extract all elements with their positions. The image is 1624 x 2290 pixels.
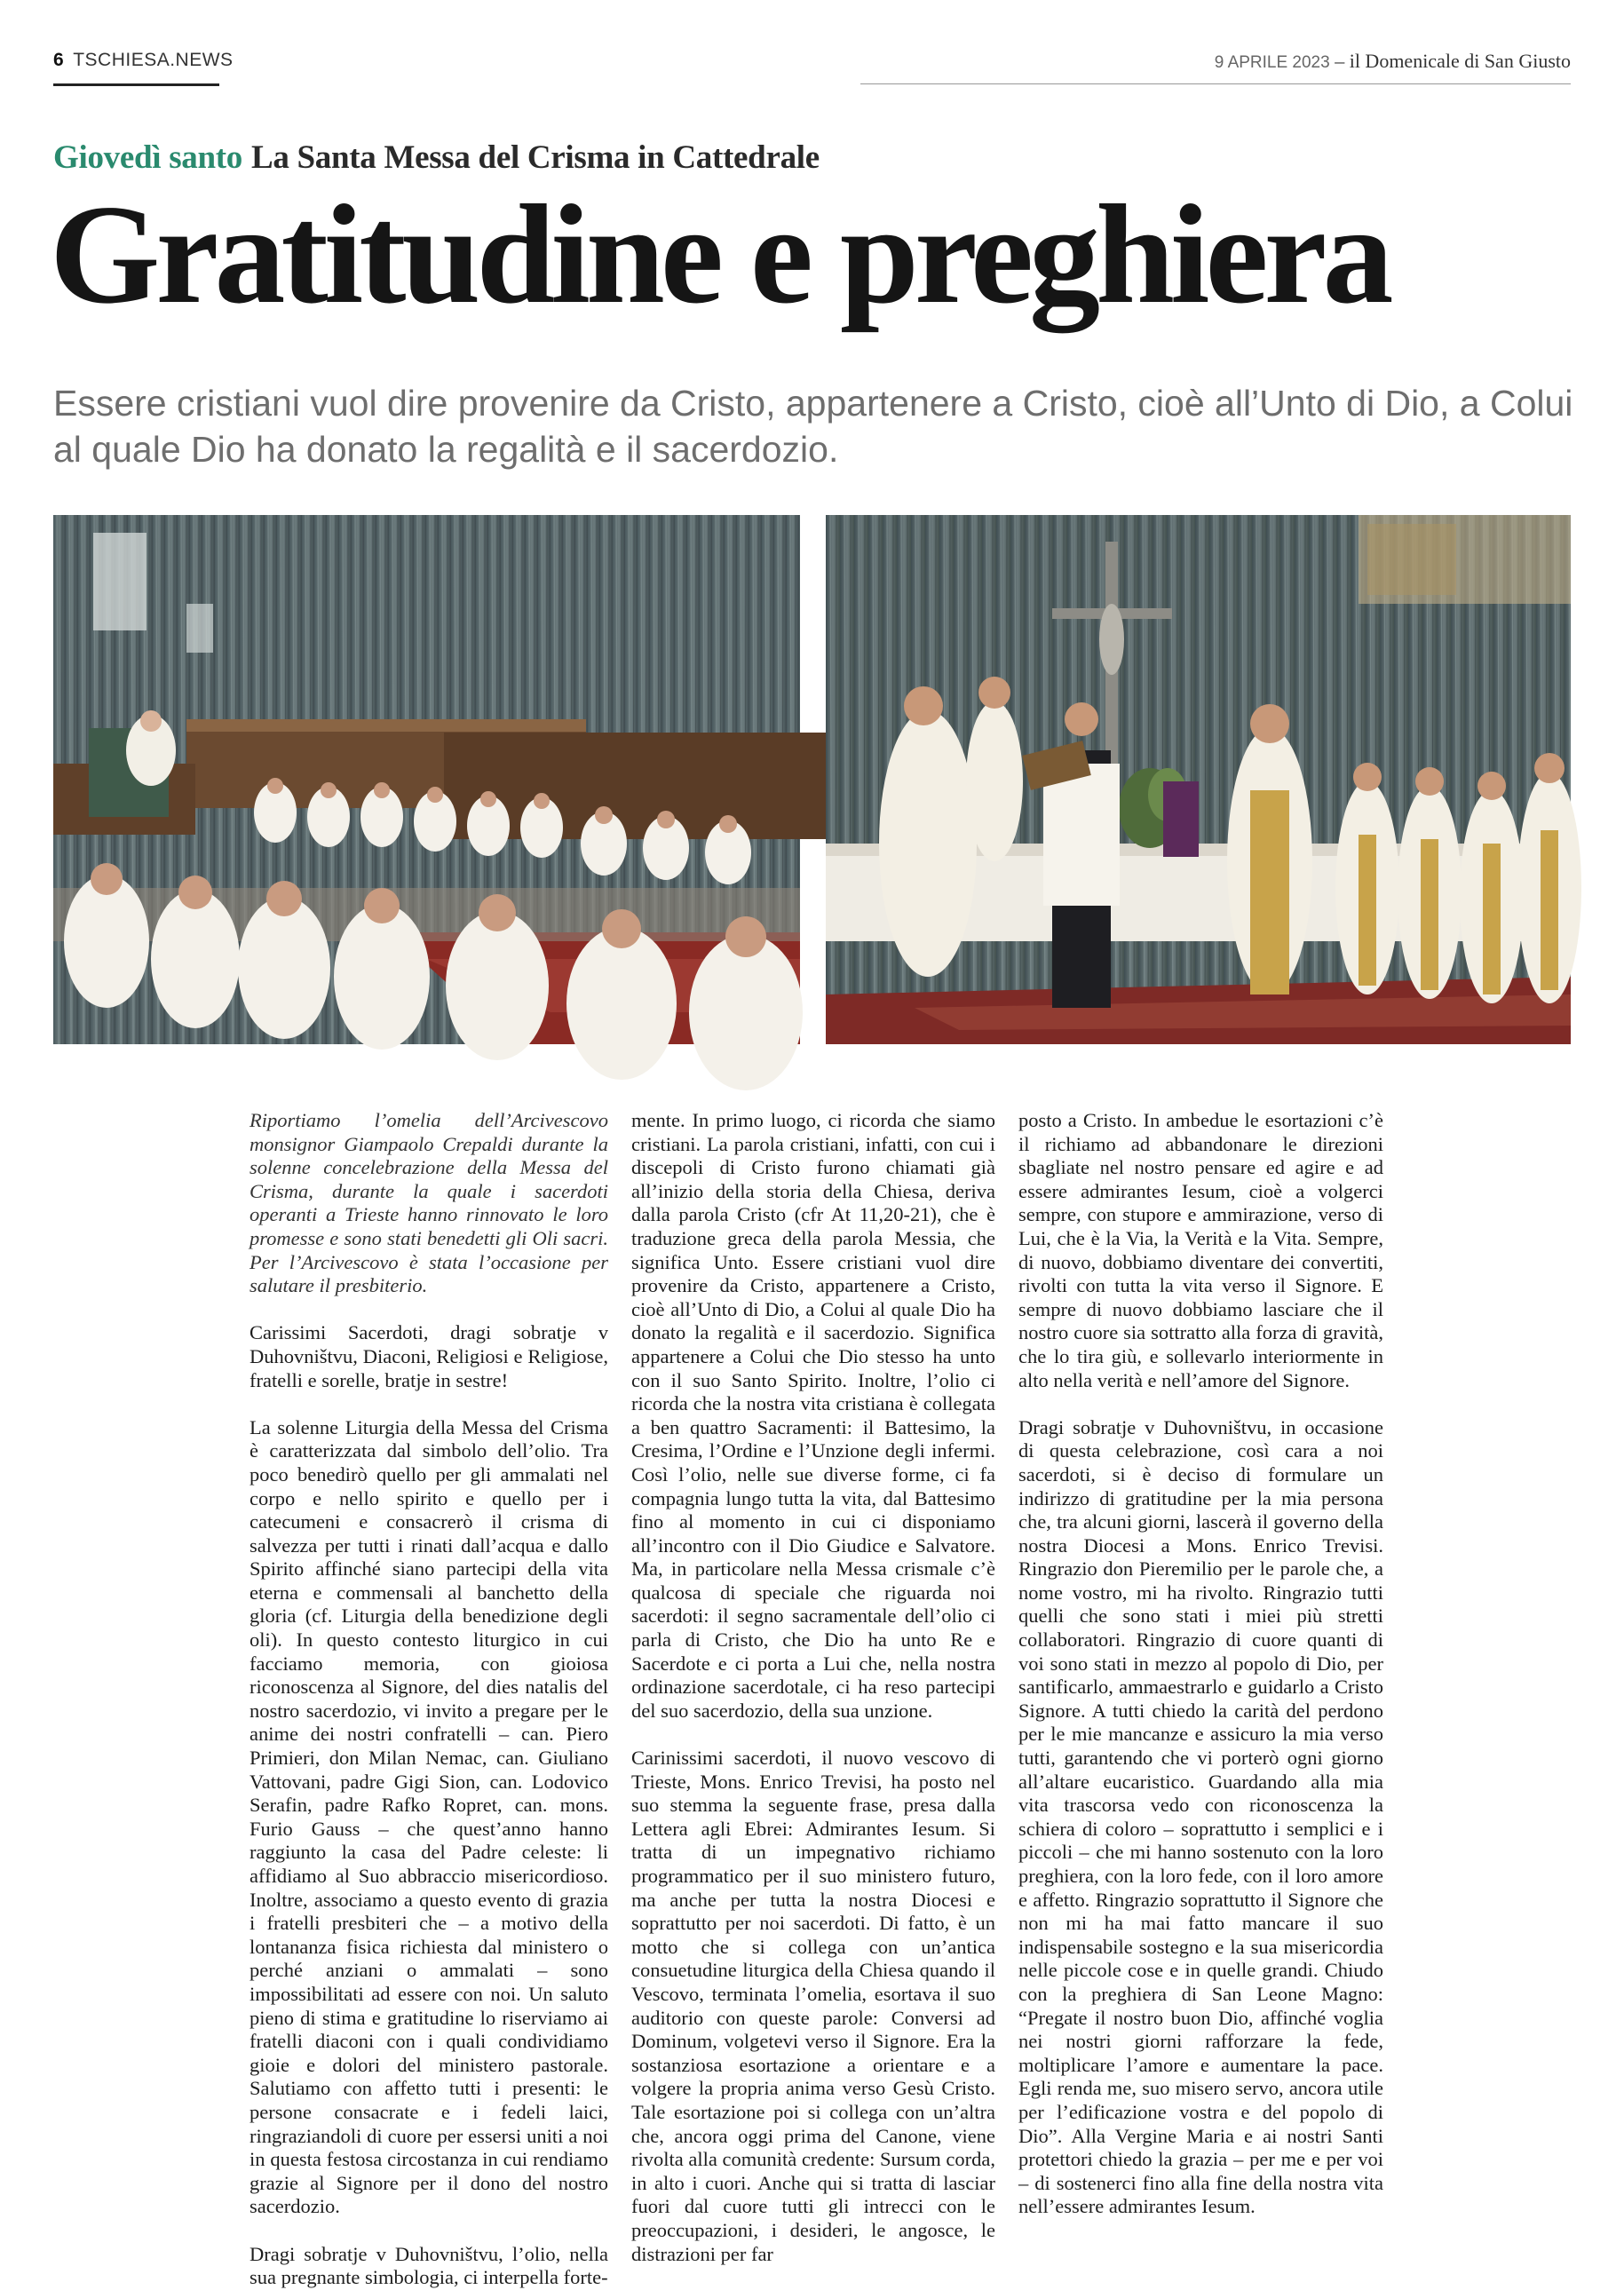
article-column-3 <box>1018 1109 1383 2219</box>
site-name: TSCHIESA.NEWS <box>73 50 234 70</box>
page-header-right <box>1215 50 1571 73</box>
header-separator: – <box>1329 50 1350 72</box>
page-number: 6 <box>53 50 65 70</box>
issue-date: 9 APRILE 2023 <box>1214 53 1330 72</box>
header-left-rule <box>53 83 219 86</box>
page-header-left <box>53 50 234 71</box>
article-intro: Riportiamo l’omelia dell’Arcivescovo monsignor Giampaolo Crepaldi durante la solenne concelebrazione della Messa del Crisma, durante la quale i sacerdoti operanti a Trieste hanno rinnovato le loro promesse e sono stati benedetti gli Oli sacri. Per l’Arcivescovo è stata l’occasione per salutare il presbiterio. <box>250 1109 608 1297</box>
header-right-rule <box>860 83 1571 84</box>
article-paragraph: posto a Cristo. In ambedue le esortazioni c’è il richiamo ad abbandonare le direzioni sbagliate nel nostro pensare ed agire e ad essere admirantes Iesum, cioè a volgerci sempre, con stupore e ammirazione, verso di Lui, che è la Via, la Verità e la Vita. Sempre, di nuovo, dobbiamo diventare dei convertiti, rivolti con tutta la vita verso il Signore. E sempre di nuovo dobbiamo lasciare che il nostro cuore sia sottratto alla forza di gravità, che lo tira giù, e sollevarlo interiormente in alto nella verità e nell’amore del Signore. <box>1018 1109 1383 1391</box>
article-paragraph: La solenne Liturgia della Messa del Crisma è caratterizzata dal simbolo dell’olio. Tra poco benedirò quello per gli ammalati nel corpo e nello spirito e quello per i catecumeni e consacrerò il crisma di salvezza per tutti i rinati dall’acqua e dallo Spirito affinché siano partecipi della vita eterna e commensali al banchetto della gloria (cf. Liturgia della benedizione degli oli). In questo contesto liturgico in cui facciamo memoria, con gioiosa riconoscenza al Signore, del dies natalis del nostro sacerdozio, vi invito a pregare per le anime dei nostri confratelli – can. Piero Primieri, don Milan Nemac, can. Giuliano Vattovani, padre Gigi Sion, can. Lodovico Serafin, padre Rafko Ropret, can. mons. Furio Gauss – che quest’anno hanno raggiunto la casa del Padre celeste: li affidiamo al Suo abbraccio misericordioso. Inoltre, associamo a questo evento di grazia i fratelli presbiteri che – a motivo della lontananza fisica richiesta dal ministero o perché anziani o ammalati – sono impossibilitati ad essere con noi. Un saluto pieno di stima e gratitudine lo riserviamo ai fratelli diaconi con i quali condividiamo gioie e dolori del ministero pastorale. Salutiamo con affetto tutti i presenti: le persone consacrate e i fedeli laici, ringraziandoli di cuore per essersi uniti a noi in questa festosa circostanza in cui rendiamo grazie al Signore per il dono del nostro sacerdozio. <box>250 1415 608 2218</box>
publication-name: il Domenicale di San Giusto <box>1349 50 1571 72</box>
kicker-section: Giovedì santo <box>53 139 242 176</box>
article-paragraph: mente. In primo luogo, ci ricorda che siamo cristiani. La parola cristiani, infatti, con cui i discepoli di Cristo furono chiamati già all’inizio della storia della Chiesa, deriva dalla parola Cristo (cfr At 11,20-21), che è traduzione greca della parola Messia, che significa Unto. Essere cristiani vuol dire provenire da Cristo, appartenere a Cristo, cioè all’Unto di Dio, a Colui al quale Dio ha donato la regalità e il sacerdozio. Significa appartenere a Colui che Dio stesso ha unto con il suo Santo Spirito. Inoltre, l’olio ci ricorda che la nostra vita cristiana è collegata a ben quattro Sacramenti: il Battesimo, la Cresima, l’Ordine e l’Unzione degli infermi. Così l’olio, nelle sue diverse forme, ci fa compagnia lungo tutta la vita, dal Battesimo fino al momento in cui ci disponiamo all’incontro con il Dio Giudice e Salvatore. Ma, in particolare nella Messa crismale c’è qualcosa di speciale che riguarda noi sacerdoti: il segno sacramentale dell’olio ci parla di Cristo, che Dio ha unto Re e Sacerdote e ci porta a Lui che, nella nostra ordinazione sacerdotale, ci ha reso partecipi del suo sacerdozio, della sua unzione. <box>631 1109 995 1722</box>
clergy-seated-in-cathedral-photo <box>53 515 800 1044</box>
article-paragraph: Carinissimi sacerdoti, il nuovo vescovo di Trieste, Mons. Enrico Trevisi, ha posto nel suo stemma la seguente frase, presa dalla Lettera agli Ebrei: Admirantes Iesum. Si tratta di un impegnativo richiamo programmatico per il suo ministero futuro, ma anche per tutta la nostra Diocesi e soprattutto per noi sacerdoti. Di fatto, è un motto che si collega con un’antica consuetudine liturgica della Chiesa quando il Vescovo, terminata l’omelia, esortava il suo auditorio con queste parole: Conversi ad Dominum, volgetevi verso il Signore. Era la sostanziosa esortazione a orientare e a volgere la propria anima verso Gesù Cristo. Tale esortazione poi si collega con un’altra che, ancora oggi prima del Canone, viene rivolta alla comunità credente: Sursum corda, in alto i cuori. Anche qui si tratta di lasciar fuori dal cuore tutti gli intrecci con le preoccupazioni, i desideri, le angosce, le distrazioni per far <box>631 1747 995 2265</box>
kicker <box>53 139 820 177</box>
article-column-2 <box>631 1109 995 2266</box>
kicker-title: La Santa Messa del Crisma in Cattedrale <box>251 139 820 176</box>
article-column-1 <box>250 1109 608 2290</box>
standfirst: Essere cristiani vuol dire provenire da Cristo, appartenere a Cristo, cioè all’Unto di Dio, a Colui al quale Dio ha donato la regalità e il sacerdozio. <box>53 383 1573 470</box>
article-paragraph: Dragi sobratje v Duhovništvu, in occasione di questa celebrazione, così cara a noi sacerdoti, si è deciso di formulare un indirizzo di gratitudine per la mia persona che, tra alcuni giorni, lascerà il governo della nostra Diocesi a Mons. Enrico Trevisi. Ringrazio don Pieremilio per le parole che, a nome vostro, mi ha rivolto. Ringrazio tutti quelli che sono stati i miei più stretti collaboratori. Ringrazio di cuore quanti di voi sono stati in mezzo al popolo di Dio, per santificarlo, ammaestrarlo e guidarlo a Cristo Signore. A tutti chiedo la carità del perdono per le mie mancanze e assicuro la mia verso tutti, garantendo che vi porterò ogni giorno all’altare eucaristico. Guardando alla mia vita trascorsa vedo con riconoscenza la schiera di coloro – soprattutto i semplici e i piccoli – che mi hanno sostenuto con la loro preghiera, con la loro fede, con il loro amore e affetto. Ringrazio soprattutto il Signore che non mi ha mai fatto mancare il suo indispensabile sostegno e la sua misericordia nelle piccole cose e in quelle grandi. Chiudo con la preghiera di San Leone Magno: “Pregate il nostro buon Dio, affinché voglia nei nostri giorni rafforzare la fede, moltiplicare l’amore e aumentare la pace. Egli renda me, suo misero servo, ancora utile per l’edificazione vostra e del popolo di Dio”. Alla Vergine Maria e ai nostri Santi protettori chiedo la grazia – per me e per voi – di sostenerci fino alla fine della nostra vita nell’essere admirantes Iesum. <box>1018 1415 1383 2218</box>
article-paragraph: Carissimi Sacerdoti, dragi sobratje v Duhovništvu, Diaconi, Religiosi e Religiose, fratelli e sorelle, bratje in sestre! <box>250 1321 608 1391</box>
article-paragraph: Dragi sobratje v Duhovništvu, l’olio, nella sua pregnante simbologia, ci interpella forte- <box>250 2242 608 2289</box>
archbishop-blessing-oils-photo <box>826 515 1571 1044</box>
headline: Gratitudine e preghiera <box>50 175 1390 333</box>
